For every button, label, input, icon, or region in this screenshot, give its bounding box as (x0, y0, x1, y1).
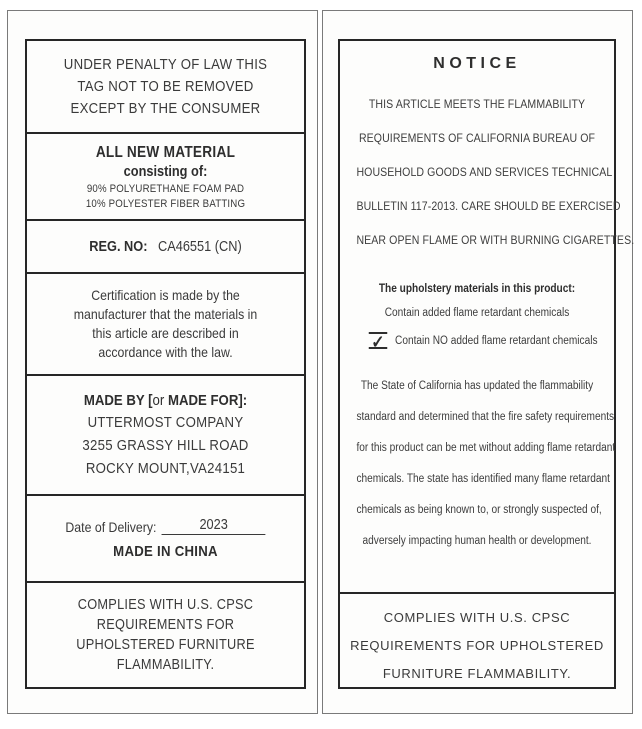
delivery-date-row (44, 517, 288, 535)
material-line: 10% POLYESTER FIBER BATTING (85, 197, 246, 210)
notice-body (356, 73, 635, 557)
state-line: chemicals. The state has identified many flame retardant (356, 473, 610, 485)
state-line: standard and determined that the fire safety requirements (356, 411, 615, 423)
certification-text (44, 286, 288, 362)
option-contains-chemicals: Contain added flame retardant chemicals (384, 307, 570, 319)
flammability-notice-paragraph (356, 87, 635, 257)
manufacturer-street: 3255 GRASSY HILL ROAD (82, 437, 249, 454)
penalty-section (27, 41, 304, 134)
state-line: chemicals as being known to, or strongly suspected of, (356, 504, 602, 516)
upholstery-materials-heading: The upholstery materials in this product: (378, 283, 576, 295)
material-text (44, 143, 288, 211)
state-line: adversely impacting human health or development. (362, 535, 592, 547)
notice-line: BULLETIN 117-2013. CARE SHOULD BE EXERCISED (356, 199, 621, 213)
penalty-text (44, 54, 288, 120)
certification-line: manufacturer that the materials in (73, 306, 258, 322)
country-of-origin: MADE IN CHINA (113, 543, 218, 560)
penalty-line: TAG NOT TO BE REMOVED (77, 77, 254, 95)
delivery-section (27, 496, 304, 583)
notice-line: HOUSEHOLD GOODS AND SERVICES TECHNICAL (356, 165, 613, 179)
material-section (27, 134, 304, 221)
made-by-text (44, 390, 288, 480)
made-by-heading (44, 390, 288, 411)
delivery-date-value: 2023 (162, 517, 266, 535)
compliance-line: UPHOLSTERED FURNITURE (76, 637, 255, 653)
registration-label: REG. NO: (89, 238, 148, 255)
notice-line: THIS ARTICLE MEETS THE FLAMMABILITY (368, 97, 586, 111)
certification-line: Certification is made by the (91, 287, 240, 303)
option-no-chemicals-label: Contain NO added flame retardant chemicals (395, 334, 598, 347)
certification-section (27, 274, 304, 376)
material-line: 90% POLYURETHANE FOAM PAD (86, 182, 245, 195)
state-of-california-paragraph (356, 371, 616, 557)
registration-section (27, 221, 304, 274)
cpsc-compliance-section-right (340, 592, 614, 687)
option-no-chemicals-row (356, 332, 598, 352)
penalty-line: EXCEPT BY THE CONSUMER (70, 99, 261, 117)
material-title: ALL NEW MATERIAL (95, 143, 236, 161)
manufacturer-city: ROCKY MOUNT,VA24151 (85, 460, 246, 477)
certification-line: this article are described in (92, 325, 239, 341)
delivery-date-label: Date of Delivery: (65, 519, 157, 535)
compliance-line: FLAMMABILITY. (116, 657, 215, 673)
state-line: The State of California has updated the flammability (360, 380, 594, 392)
checkmark-icon: ✓ (371, 332, 385, 352)
cpsc-compliance-text (44, 595, 288, 675)
compliance-line: REQUIREMENTS FOR UPHOLSTERED (350, 638, 604, 653)
registration-row (44, 239, 288, 255)
notice-line: REQUIREMENTS OF CALIFORNIA BUREAU OF (358, 131, 596, 145)
compliance-line: COMPLIES WITH U.S. CPSC (77, 597, 254, 613)
made-by-suffix: MADE FOR]: (164, 392, 248, 409)
made-by-or: or (152, 392, 165, 409)
compliance-line: COMPLIES WITH U.S. CPSC (383, 610, 571, 625)
certification-line: accordance with the law. (98, 344, 233, 360)
state-line: for this product can be met without adding flame retardant (356, 442, 616, 454)
manufacturer-name: UTTERMOST COMPANY (87, 414, 244, 431)
penalty-line: UNDER PENALTY OF LAW THIS (63, 55, 268, 73)
material-subtitle: consisting of: (123, 163, 208, 180)
cpsc-compliance-section (27, 583, 304, 687)
notice-inner-box (338, 39, 635, 689)
notice-panel (322, 10, 633, 714)
delivery-text (44, 517, 288, 560)
checked-checkbox-icon (369, 332, 387, 352)
made-by-prefix: MADE BY [ (83, 392, 153, 409)
notice-line: NEAR OPEN FLAME OR WITH BURNING CIGARETTES. (356, 233, 635, 247)
registration-number: CA46551 (CN) (158, 238, 242, 255)
notice-title: NOTICE (433, 55, 521, 72)
compliance-line: FURNITURE FLAMMABILITY. (382, 666, 572, 681)
law-tag-panel (7, 10, 318, 714)
law-tag-inner-box (25, 39, 306, 689)
made-by-section (27, 376, 304, 496)
compliance-line: REQUIREMENTS FOR (96, 617, 235, 633)
